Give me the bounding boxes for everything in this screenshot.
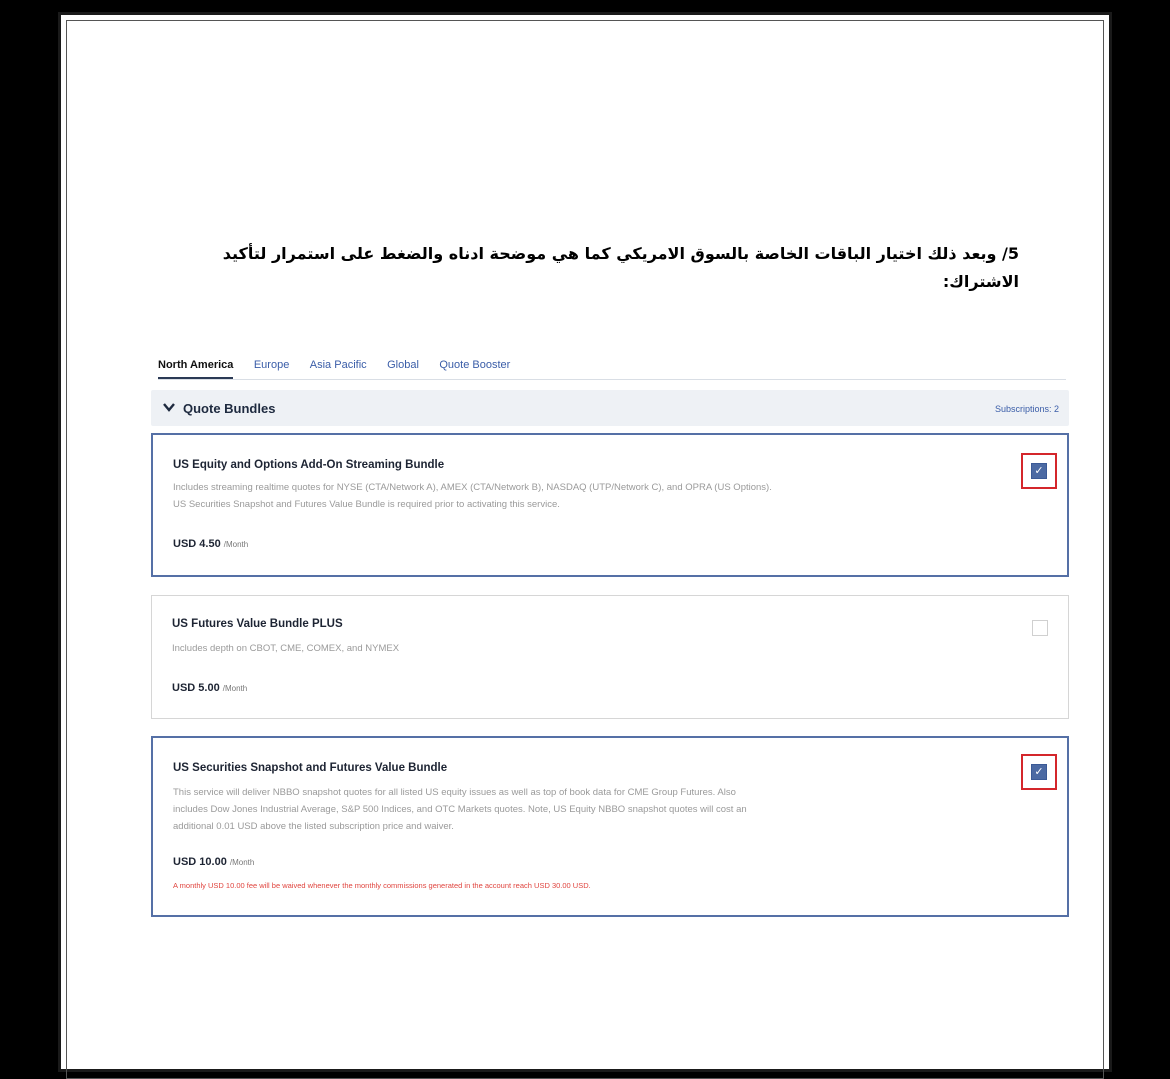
document-page: [58, 12, 1112, 1072]
bundle-description: additional 0.01 USD above the listed subscription price and waiver.: [173, 821, 454, 832]
quote-bundles-header[interactable]: [151, 390, 1069, 426]
price-value: USD 10.00: [173, 856, 227, 868]
bundle-description: US Securities Snapshot and Futures Value Bundle is required prior to activating this service.: [173, 499, 560, 510]
price-value: USD 4.50: [173, 538, 221, 550]
bundle-description: This service will deliver NBBO snapshot quotes for all listed US equity issues as well as top of book data for CME Group Futures. Also: [173, 787, 736, 798]
bundle-name: US Equity and Options Add-On Streaming Bundle: [173, 459, 445, 471]
price-unit: /Month: [229, 858, 255, 867]
region-tabs: [158, 355, 1066, 380]
bundle-name: US Securities Snapshot and Futures Value Bundle: [173, 762, 448, 774]
bundle-card-equity-options[interactable]: [151, 433, 1069, 577]
price-unit: /Month: [222, 684, 248, 693]
bundle-card-futures-plus[interactable]: [151, 595, 1069, 719]
checkbox-checked[interactable]: ✓: [1031, 764, 1047, 780]
checkbox-highlight: [1021, 754, 1057, 790]
tab-global[interactable]: Global: [387, 359, 419, 371]
bundle-description: Includes depth on CBOT, CME, COMEX, and NYMEX: [172, 643, 400, 654]
bundle-card-snapshot-futures[interactable]: [151, 736, 1069, 917]
section-title: Quote Bundles: [183, 401, 276, 416]
instruction-text: 5/ وبعد ذلك اختيار الباقات الخاصة بالسوق الامريكي كما هي موضحة ادناه والضغط على استمرار لتأكيد الاشتراك:: [222, 244, 1019, 291]
bundle-description: includes Dow Jones Industrial Average, S&P 500 Indices, and OTC Markets quotes. Note, US Equity NBBO snapshot quotes will cost an: [173, 804, 747, 815]
checkbox-highlight: [1021, 453, 1057, 489]
checkbox-checked[interactable]: ✓: [1031, 463, 1047, 479]
tab-asia-pacific[interactable]: Asia Pacific: [309, 359, 367, 371]
bundle-price: [172, 682, 247, 694]
tab-europe[interactable]: Europe: [253, 359, 290, 371]
chevron-down-icon: [163, 400, 175, 415]
bundle-price: [173, 538, 248, 550]
checkbox-unchecked[interactable]: [1032, 620, 1048, 636]
waiver-notice: A monthly USD 10.00 fee will be waived whenever the monthly commissions generated in the account reach USD 30.00 USD.: [173, 881, 591, 890]
bundle-name: US Futures Value Bundle PLUS: [172, 618, 343, 630]
price-unit: /Month: [223, 540, 249, 549]
tab-north-america[interactable]: North America: [158, 359, 233, 379]
tab-quote-booster[interactable]: Quote Booster: [439, 359, 511, 371]
bundle-description: Includes streaming realtime quotes for NYSE (CTA/Network A), AMEX (CTA/Network B), NASDAQ (UTP/Network C), and OPRA (US Options).: [173, 482, 772, 493]
subscriptions-count: Subscriptions: 2: [994, 404, 1059, 414]
price-value: USD 5.00: [172, 682, 220, 694]
bundle-price: [173, 856, 254, 868]
